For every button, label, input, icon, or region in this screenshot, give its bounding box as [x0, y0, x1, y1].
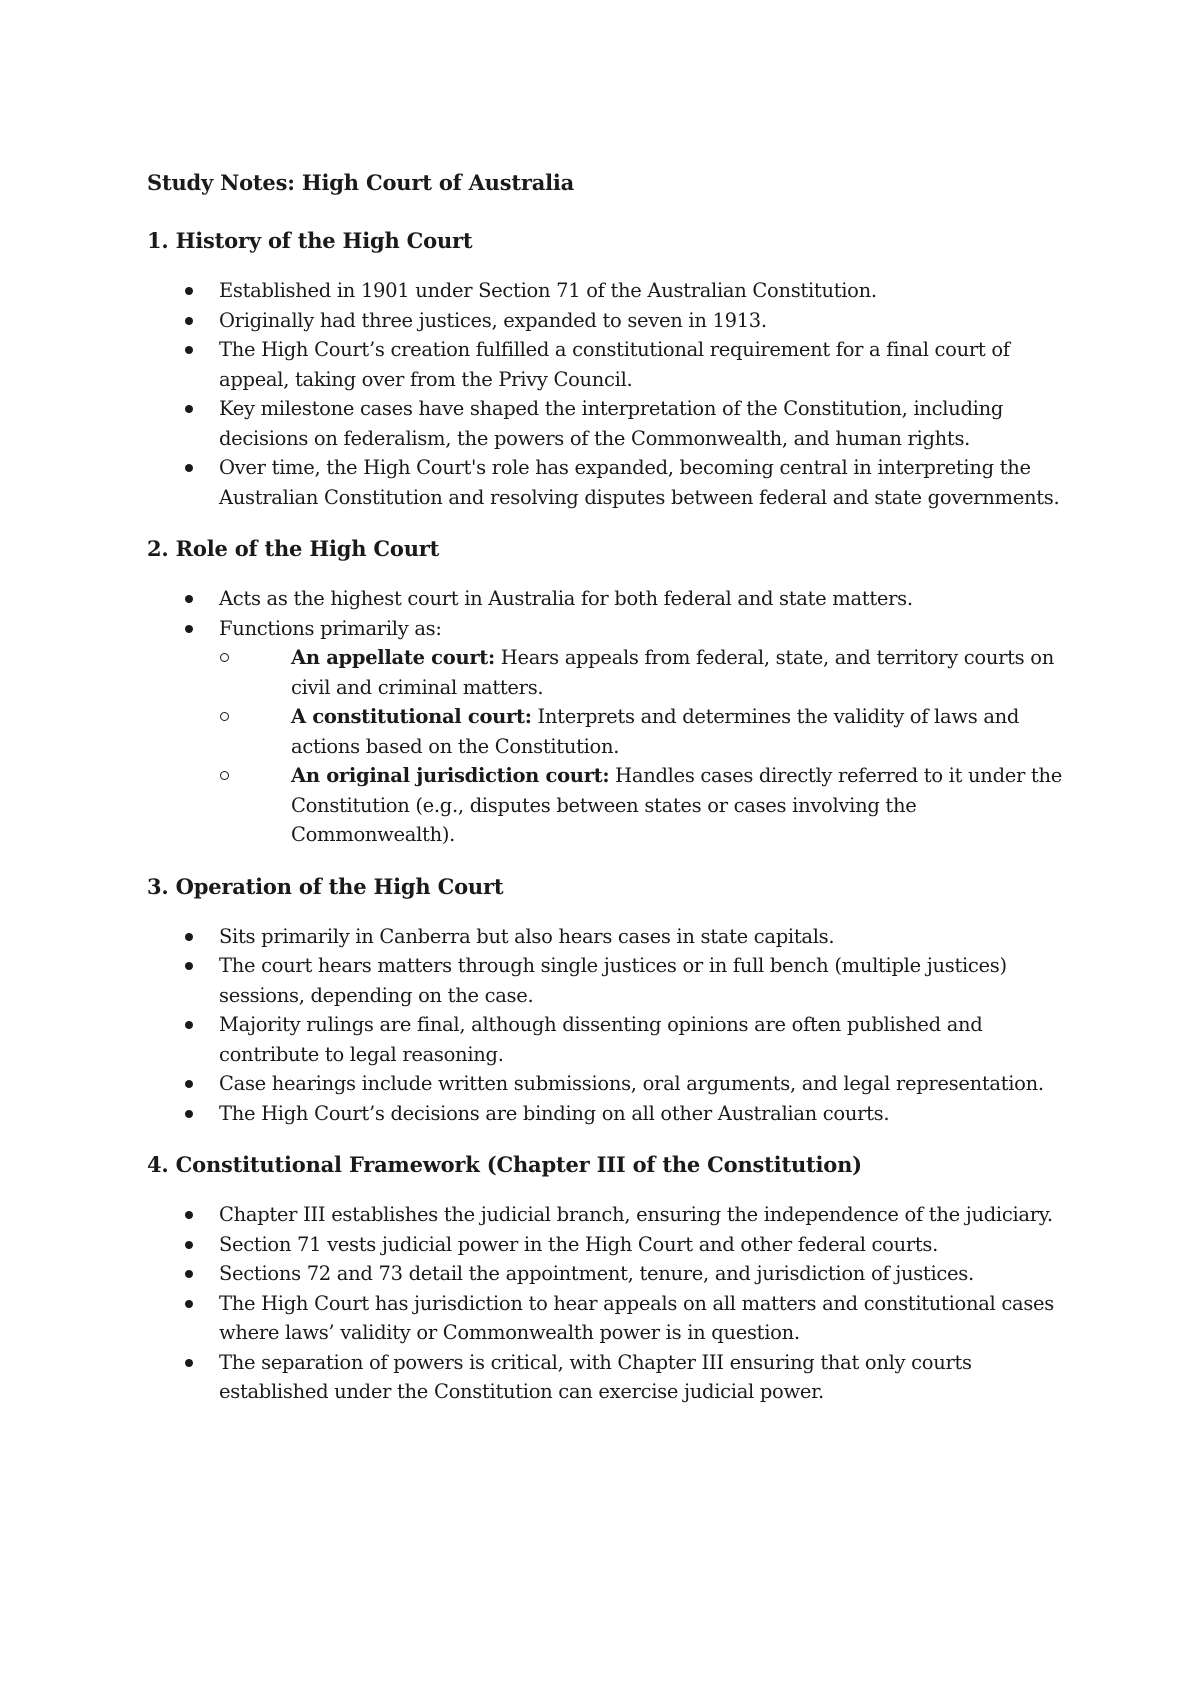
list-item: Sits primarily in Canberra but also hears cases in state capitals. [147, 922, 1067, 952]
bullet-icon [185, 1110, 193, 1118]
list-item: Over time, the High Court's role has expanded, becoming central in interpreting the Australian Constitution and resolving disputes between federal and state governments. [147, 453, 1067, 512]
bullet-icon [185, 1270, 193, 1278]
document-title: Study Notes: High Court of Australia [147, 170, 575, 195]
bullet-icon [185, 1300, 193, 1308]
list-item: Established in 1901 under Section 71 of the Australian Constitution. [147, 276, 1067, 306]
list-item: Chapter III establishes the judicial branch, ensuring the independence of the judiciary. [147, 1200, 1067, 1230]
list-item: The separation of powers is critical, with Chapter III ensuring that only courts established under the Constitution can exercise judicial power. [147, 1348, 1067, 1407]
document-page [147, 168, 1067, 1429]
list-item: Acts as the highest court in Australia for both federal and state matters. [147, 584, 1067, 614]
list-item: Sections 72 and 73 detail the appointment, tenure, and jurisdiction of justices. [147, 1259, 1067, 1289]
role-bullet-list [147, 584, 1067, 850]
sub-item-term: An original jurisdiction court: [291, 764, 610, 787]
role-sub-list [219, 643, 1067, 850]
framework-bullet-list [147, 1200, 1067, 1407]
section-heading-history: 1. History of the High Court [147, 228, 473, 253]
bullet-icon [185, 346, 193, 354]
list-item: The High Court’s decisions are binding on all other Australian courts. [147, 1099, 1067, 1129]
bullet-icon [185, 1021, 193, 1029]
sub-list-item: An original jurisdiction court: Handles cases directly referred to it under the Constitution (e.g., disputes between states or cases involving the Commonwealth). [219, 761, 1067, 850]
bullet-icon [185, 464, 193, 472]
hollow-bullet-icon [220, 653, 229, 662]
bullet-icon [185, 1241, 193, 1249]
list-item: Functions primarily as: An appellate court: Hears appeals from federal, state, and territory courts on civil and criminal matters. A constitutional court: Interprets and determines the validity of laws and actions based on the Constitution. An original jurisdiction court: Handles cases directly referred to it under the Constitution (e.g., disputes between states or cases involving the Commonwealth). [147, 614, 1067, 850]
list-item: Majority rulings are final, although dissenting opinions are often published and contribute to legal reasoning. [147, 1010, 1067, 1069]
hollow-bullet-icon [220, 771, 229, 780]
bullet-icon [185, 625, 193, 633]
list-item: Case hearings include written submissions, oral arguments, and legal representation. [147, 1069, 1067, 1099]
list-item: The High Court’s creation fulfilled a constitutional requirement for a final court of appeal, taking over from the Privy Council. [147, 335, 1067, 394]
list-item: The court hears matters through single justices or in full bench (multiple justices) sessions, depending on the case. [147, 951, 1067, 1010]
list-item: Key milestone cases have shaped the interpretation of the Constitution, including decisions on federalism, the powers of the Commonwealth, and human rights. [147, 394, 1067, 453]
sub-item-term: An appellate court: [291, 646, 495, 669]
history-bullet-list [147, 276, 1067, 512]
bullet-icon [185, 1359, 193, 1367]
bullet-icon [185, 1080, 193, 1088]
section-heading-operation: 3. Operation of the High Court [147, 873, 504, 899]
sub-list-item: An appellate court: Hears appeals from federal, state, and territory courts on civil and criminal matters. [219, 643, 1067, 702]
bullet-icon [185, 595, 193, 603]
bullet-icon [185, 933, 193, 941]
bullet-icon [185, 317, 193, 325]
hollow-bullet-icon [220, 712, 229, 721]
section-heading-constitutional-framework: 4. Constitutional Framework (Chapter III of the Constitution) [147, 1152, 862, 1177]
sub-item-term: A constitutional court: [291, 705, 532, 728]
list-item: Section 71 vests judicial power in the High Court and other federal courts. [147, 1230, 1067, 1260]
bullet-icon [185, 287, 193, 295]
bullet-icon [185, 405, 193, 413]
sub-list-item: A constitutional court: Interprets and determines the validity of laws and actions based on the Constitution. [219, 702, 1067, 761]
list-item: The High Court has jurisdiction to hear appeals on all matters and constitutional cases where laws’ validity or Commonwealth power is in question. [147, 1289, 1067, 1348]
section-heading-role: 2. Role of the High Court [147, 536, 440, 561]
list-item: Originally had three justices, expanded to seven in 1913. [147, 306, 1067, 336]
bullet-icon [185, 962, 193, 970]
operation-bullet-list [147, 922, 1067, 1129]
bullet-icon [185, 1211, 193, 1219]
